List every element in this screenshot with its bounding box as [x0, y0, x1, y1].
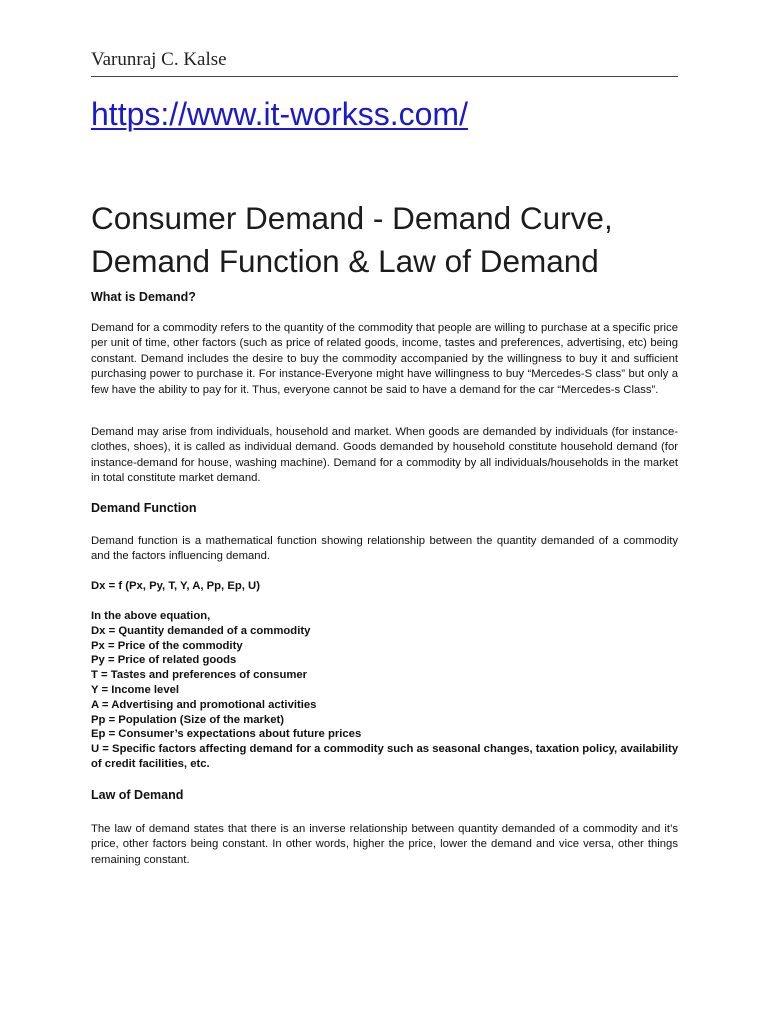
document-title [91, 197, 691, 283]
list-item: U = Specific factors affecting demand for a commodity such as seasonal changes, taxation policy, availability of credit facilities, etc. [91, 743, 679, 770]
list-item: Y = Income level [91, 683, 180, 696]
demand-function-equation: Dx = f (Px, Py, T, Y, A, Pp, Ep, U) [91, 580, 260, 592]
equation-variable-list [91, 609, 691, 772]
website-link[interactable]: https://www.it-workss.com/ [91, 96, 468, 132]
law-of-demand-heading: Law of Demand [91, 788, 184, 802]
title-line-1: Consumer Demand - Demand Curve, [91, 200, 613, 236]
list-item: Px = Price of the commodity [91, 639, 243, 652]
demand-function-paragraph: Demand function is a mathematical function showing relationship between the quantity demanded of a commodity and the factors influencing demand. [91, 535, 678, 563]
header-divider [91, 76, 678, 77]
law-of-demand-paragraph: The law of demand states that there is an inverse relationship between quantity demanded of a commodity and it’s price, other factors being constant. In other words, higher the price, lower the demand and vice versa, other things remaining constant. [91, 823, 678, 866]
what-is-demand-paragraph-1: Demand for a commodity refers to the quantity of the commodity that people are willing to purchase at a specific price per unit of time, other factors (such as price of related goods, income, tastes and preferences, advertising, etc) being constant. Demand includes the desire to buy the commodity accompanied by the willingness to buy it and sufficient purchasing power to purchase it. For instance-Everyone might have willingness to buy “Mercedes-S class” but only a few have the ability to pay for it. Thus, everyone cannot be said to have a demand for the car “Mercedes-s Class”. [91, 322, 678, 396]
list-item: T = Tastes and preferences of consumer [91, 669, 308, 682]
list-item: Dx = Quantity demanded of a commodity [91, 624, 311, 637]
what-is-demand-heading: What is Demand? [91, 290, 196, 304]
list-item: In the above equation, [91, 610, 211, 622]
title-line-2: Demand Function & Law of Demand [91, 243, 599, 279]
list-item: Py = Price of related goods [91, 654, 237, 667]
list-item: Pp = Population (Size of the market) [91, 713, 285, 726]
author-name: Varunraj C. Kalse [91, 49, 227, 70]
demand-function-heading: Demand Function [91, 501, 197, 515]
list-item: A = Advertising and promotional activities [91, 698, 317, 711]
list-item: Ep = Consumer’s expectations about future prices [91, 728, 362, 741]
what-is-demand-paragraph-2: Demand may arise from individuals, household and market. When goods are demanded by individuals (for instance-clothes, shoes), it is called as individual demand. Goods demanded by household constitute household demand (for instance-demand for house, washing machine). Demand for a commodity by all individuals/households in the market in total constitute market demand. [91, 426, 678, 485]
